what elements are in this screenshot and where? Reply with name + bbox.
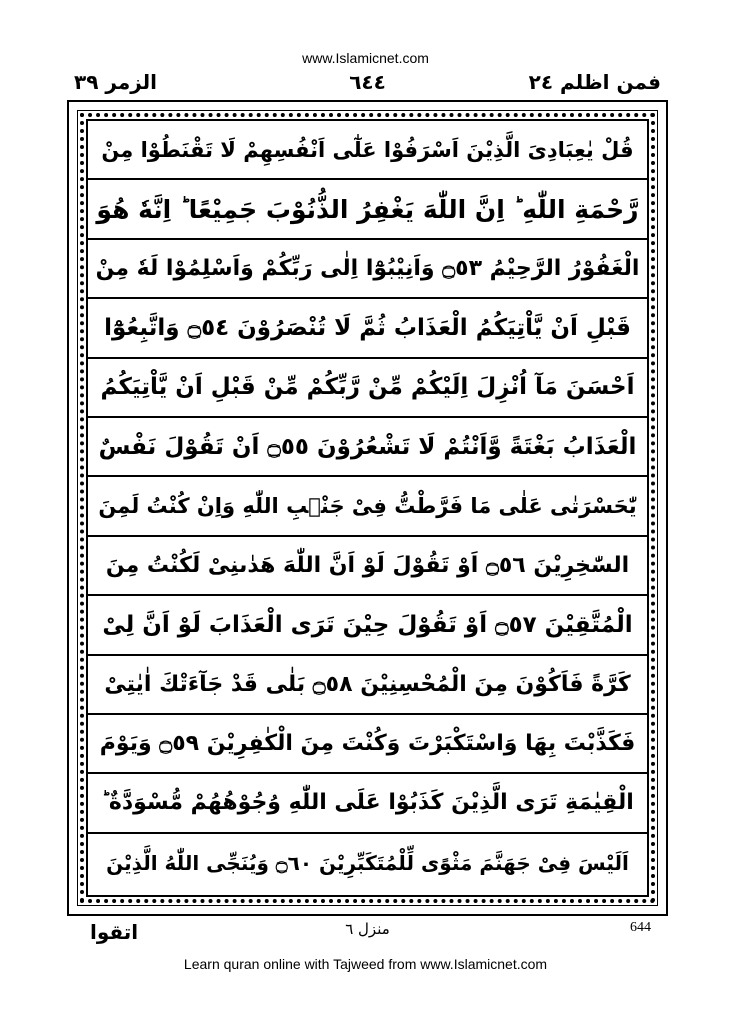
page-number: 644	[630, 920, 651, 935]
text-line: فَكَذَّبْتَ بِهَا وَاسْتَكْبَرْتَ وَكُنْتَ مِنَ الْكٰفِرِيْنَ ۝٥٩ وَيَوْمَ	[88, 715, 647, 774]
text-line: يّٰحَسْرَتٰى عَلٰى مَا فَرَّطْتُّ فِىْ جَنْۢبِ اللّٰهِ وَاِنْ كُنْتُ لَمِنَ	[88, 477, 647, 536]
catchword: اتقوا	[90, 920, 139, 944]
manzil-label: منزل ٦	[345, 920, 390, 938]
text-line: الْمُتَّقِيْنَ ۝٥٧ اَوْ تَقُوْلَ حِيْنَ تَرَى الْعَذَابَ لَوْ اَنَّ لِىْ	[88, 596, 647, 655]
surah-name: الزمر ٣٩	[74, 70, 158, 94]
text-line: السّٰخِرِيْنَ ۝٥٦ اَوْ تَقُوْلَ لَوْ اَنَّ اللّٰهَ هَدٰىنِىْ لَكُنْتُ مِنَ	[88, 537, 647, 596]
text-line: اَحْسَنَ مَآ اُنْزِلَ اِلَيْكُمْ مِّنْ رَّبِّكُمْ مِّنْ قَبْلِ اَنْ يَّاْتِيَكُمُ	[88, 359, 647, 418]
text-line: الْغَفُوْرُ الرَّحِيْمُ ۝٥٣ وَاَنِيْبُوْٓا اِلٰى رَبِّكُمْ وَاَسْلِمُوْا لَهٗ مِنْ	[88, 240, 647, 299]
text-line: اَلَيْسَ فِىْ جَهَنَّمَ مَثْوًى لِّلْمُتَكَبِّرِيْنَ ۝٦٠ وَيُنَجِّى اللّٰهُ الَّذِيْنَ	[106, 851, 629, 876]
text-line: كَرَّةً فَاَكُوْنَ مِنَ الْمُحْسِنِيْنَ ۝٥٨ بَلٰى قَدْ جَآءَتْكَ اٰيٰتِىْ	[88, 656, 647, 715]
text-line: رَّحْمَةِ اللّٰهِ ؕ اِنَّ اللّٰهَ يَغْفِرُ الذُّنُوْبَ جَمِيْعًا ؕ اِنَّهٗ هُوَ	[88, 180, 647, 239]
site-url: www.Islamicnet.com	[302, 50, 429, 66]
juz-name: فمن اظلم ٢٤	[528, 70, 661, 94]
page-border	[67, 100, 668, 916]
page-number-arabic: ٦٤٤	[349, 70, 386, 94]
page-header	[70, 70, 665, 96]
text-line: قَبْلِ اَنْ يَّاْتِيَكُمُ الْعَذَابُ ثُمَّ لَا تُنْصَرُوْنَ ۝٥٤ وَاتَّبِعُوْٓا	[88, 299, 647, 358]
promo-text: Learn quran online with Tajweed from www.Islamicnet.com	[183, 956, 548, 972]
text-line: الْعَذَابُ بَغْتَةً وَّاَنْتُمْ لَا تَشْعُرُوْنَ ۝٥٥ اَنْ تَقُوْلَ نَفْسٌ	[88, 418, 647, 477]
quran-text-block	[86, 119, 649, 897]
text-line: قُلْ يٰعِبَادِىَ الَّذِيْنَ اَسْرَفُوْا عَلٰٓى اَنْفُسِهِمْ لَا تَقْنَطُوْا مِنْ	[88, 121, 647, 180]
page-footer	[70, 920, 665, 946]
text-line: الْقِيٰمَةِ تَرَى الَّذِيْنَ كَذَبُوْا عَلَى اللّٰهِ وُجُوْهُهُمْ مُّسْوَدَّةٌ ؕ	[88, 774, 647, 833]
